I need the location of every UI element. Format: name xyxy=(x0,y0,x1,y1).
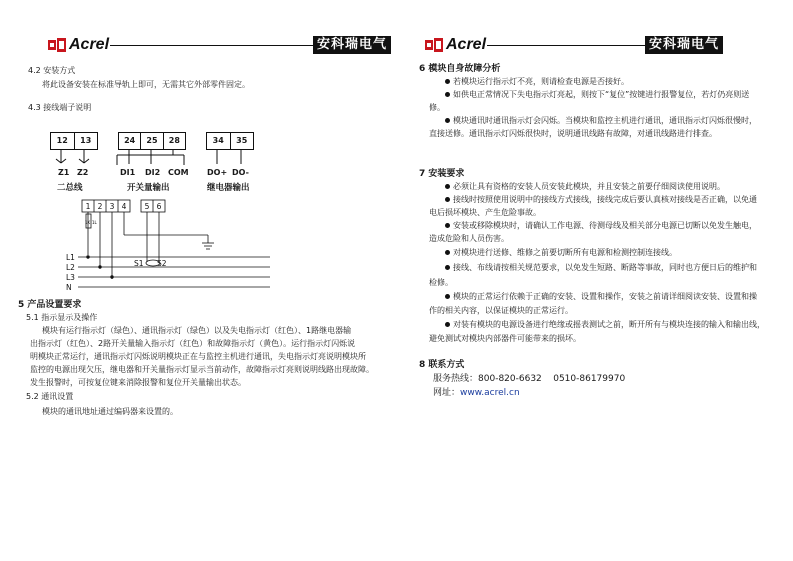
page-header xyxy=(425,36,723,56)
section-7-line: 电后损坏模块、产生危险事故。 xyxy=(429,208,541,217)
terminal-28: 28 xyxy=(168,136,180,145)
section-6-line: 修。 xyxy=(429,103,445,112)
section-5-1-line: 模块有运行指示灯（绿色）、通讯指示灯（绿色）以及失电指示灯（红色）、1路继电器输 xyxy=(42,326,352,335)
label-do-minus: DO- xyxy=(232,168,249,177)
section-7-line: 避免测试对模块内部器件可能带来的损坏。 xyxy=(429,334,581,343)
hotline-label: 服务热线： xyxy=(433,374,479,384)
section-8-title: 8 联系方式 xyxy=(419,360,465,370)
label-di2: DI2 xyxy=(145,168,161,177)
bullet-icon xyxy=(445,322,450,327)
bullet-icon xyxy=(445,197,450,202)
website-label: 网址： xyxy=(433,388,461,398)
bullet-icon xyxy=(445,265,450,270)
section-5-title: 5 产品设置要求 xyxy=(18,300,82,310)
section-5-2-body: 模块的通讯地址通过编码器来设置的。 xyxy=(42,407,178,416)
switch-label-s2: S2 xyxy=(157,259,167,268)
section-7-line: 对模块进行送修、维修之前要切断所有电源和检测控制连接线。 xyxy=(445,248,677,258)
section-4-2-title: 4.2 安装方式 xyxy=(28,66,76,75)
company-name: 安科瑞电气 xyxy=(313,36,391,54)
section-6-line: 若模块运行指示灯不亮，则请检查电源是否接好。 xyxy=(445,77,629,87)
section-7-line: 模块的正常运行依赖于正确的安装、设置和操作，安装之前请详细阅读安装、设置和操 xyxy=(445,292,757,302)
bullet-icon xyxy=(445,184,450,189)
section-5-1-line: 发生报警时，可按复位键来消除报警和复位开关量输出状态。 xyxy=(30,378,246,387)
section-6-line: 如供电正常情况下失电指示灯亮起，则按下“复位”按键进行报警复位，若灯仍亮则送 xyxy=(445,90,749,100)
left-page xyxy=(0,0,396,561)
website-row xyxy=(433,388,520,399)
switch-terminal-6: 6 xyxy=(156,202,162,211)
section-7-line: 造成危险和人员伤害。 xyxy=(429,234,509,243)
bullet-icon xyxy=(445,294,450,299)
bullet-icon xyxy=(445,250,450,255)
label-do-plus: DO+ xyxy=(207,168,228,177)
section-7-line: 安装或移除模块时，请确认工作电源、待测母线及相关部分电源已切断以免发生触电， xyxy=(445,221,757,231)
ct-terminal-4: 4 xyxy=(121,202,127,211)
bullet-icon xyxy=(445,223,450,228)
section-5-1-title: 5.1 指示显示及操作 xyxy=(26,313,98,322)
right-page xyxy=(397,0,793,561)
company-name: 安科瑞电气 xyxy=(645,36,723,54)
terminal-wiring-diagram xyxy=(0,0,396,300)
line-l3: L3 xyxy=(66,273,75,282)
bullet-icon xyxy=(445,92,450,97)
section-6-line: 直接送修。通讯指示灯闪烁很快时，说明通讯线路有故障，对通讯线路进行排查。 xyxy=(429,129,717,138)
logo-text: Acrel xyxy=(446,36,487,53)
ct-label-1l: 1L xyxy=(92,220,97,225)
logo-text: Acrel xyxy=(69,36,110,53)
line-l2: L2 xyxy=(66,263,75,272)
terminal-34: 34 xyxy=(207,133,231,149)
bullet-icon xyxy=(445,118,450,123)
acrel-logo xyxy=(425,37,486,53)
terminal-25: 25 xyxy=(141,133,163,149)
bullet-icon xyxy=(445,79,450,84)
section-7-line: 接线、布线请按相关规范要求，以免发生短路、断路等事故，同时也方便日后的维护和 xyxy=(445,263,757,273)
section-5-1-line: 出指示灯（红色）、2路开关量输入指示灯（红色）和故障指示灯（黄色）。运行指示灯闪烁说 xyxy=(30,339,356,348)
website-link[interactable]: www.acrel.cn xyxy=(460,388,520,398)
caption-switch-output: 开关量输出 xyxy=(127,183,170,193)
section-6-line: 模块通讯时通讯指示灯会闪烁。当模块和监控主机进行通讯，通讯指示灯闪烁很慢时， xyxy=(445,116,757,126)
section-5-1-line: 明模块正常运行，通讯指示灯闪烁说明模块正在与监控主机进行通讯，失电指示灯亮说明模块所 xyxy=(30,352,366,361)
section-7-line: 接线时按照使用说明中的接线方式接线，接线完成后要认真核对接线是否正确，以免通 xyxy=(445,195,757,205)
ct-terminal-3: 3 xyxy=(109,202,115,211)
ct-terminal-1: 1 xyxy=(85,202,91,211)
terminal-13: 13 xyxy=(80,136,92,145)
section-4-3-title: 4.3 接线端子说明 xyxy=(28,103,92,112)
section-7-line: 必须让具有资格的安装人员安装此模块，并且安装之前要仔细阅读使用说明。 xyxy=(445,182,725,192)
section-5-1-line: 监控的电源出现欠压，继电器和开关量指示灯显示当前动作，故障指示灯亮则说明线路出现故障。 xyxy=(30,365,374,374)
header-rule xyxy=(487,45,653,46)
terminal-12: 12 xyxy=(51,133,75,149)
label-com: COM xyxy=(168,168,189,177)
section-5-2-title: 5.2 通讯设置 xyxy=(26,392,74,401)
line-n: N xyxy=(66,283,72,292)
ct-terminal-2: 2 xyxy=(97,202,103,211)
label-di1: DI1 xyxy=(120,168,136,177)
hotline-numbers: 800-820-6632 0510-86179970 xyxy=(478,374,626,384)
section-4-2-body: 将此设备安装在标准导轨上即可，无需其它外部零件固定。 xyxy=(42,80,250,89)
line-l1: L1 xyxy=(66,253,75,262)
section-7-title: 7 安装要求 xyxy=(419,169,465,179)
section-7-line: 对装有模块的电源设备进行绝缘或摇表测试之前，断开所有与模块连接的输入和输出线， xyxy=(445,320,765,330)
ct-label-1k: 1K xyxy=(85,220,91,225)
switch-label-s1: S1 xyxy=(134,259,144,268)
caption-bus: 二总线 xyxy=(57,183,83,193)
terminal-24: 24 xyxy=(119,133,141,149)
terminal-35: 35 xyxy=(236,136,248,145)
service-hotline xyxy=(433,374,625,385)
section-7-line: 作的相关内容，以保证模块的正常运行。 xyxy=(429,306,573,315)
section-7-line: 检修。 xyxy=(429,278,453,287)
acrel-logo-icon xyxy=(425,38,443,52)
label-z2: Z2 xyxy=(77,168,89,177)
label-z1: Z1 xyxy=(58,168,70,177)
caption-relay-output: 继电器输出 xyxy=(207,183,250,193)
section-6-title: 6 模块自身故障分析 xyxy=(419,64,501,74)
switch-terminal-5: 5 xyxy=(144,202,150,211)
